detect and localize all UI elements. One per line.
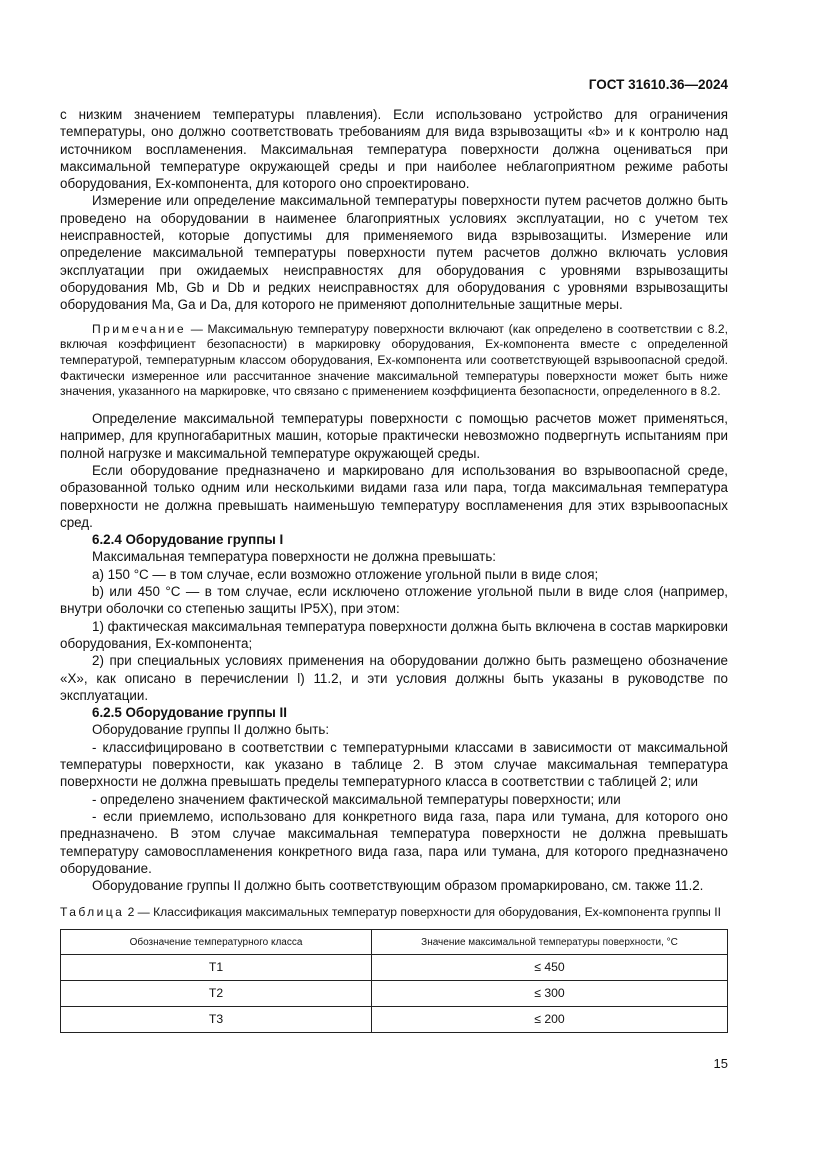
paragraph: Максимальная температура поверхности не должна превышать: [92,549,497,565]
page-number: 15 [713,1056,728,1071]
list-item: b) или 450 °С — в том случае, если исключено отложение угольной пыли в виде слоя (например, внутри оболочки со степенью защиты IP5X), при этом: [60,584,728,617]
section-heading-6-2-4: 6.2.4 Оборудование группы I [92,532,284,548]
note [60,322,728,401]
table-cell-temperature: ≤ 450 [372,955,728,981]
list-item: 1) фактическая максимальная температура поверхности должна быть включена в состав маркировки оборудования, Ex-компонента; [60,618,728,651]
list-item: а) 150 °С — в том случае, если возможно отложение угольной пыли в виде слоя; [92,566,599,582]
note-label: Примечание [92,321,186,336]
table-row [61,955,728,981]
table-header-temperature: Значение максимальной температуры поверхности, °С [372,930,728,955]
table-caption [60,905,728,920]
paragraph: Оборудование группы II должно быть: [92,722,330,738]
table-cell-class: T1 [61,955,372,981]
paragraph: Если оборудование предназначено и маркировано для использования во взрывоопасной среде, образованной только одним или несколькими видами газа или пара, тогда максимальная температура поверхности не должна превышать наименьшую температуру воспламенения для этих взрывоопасных сред. [60,462,728,530]
table-header-class: Обозначение температурного класса [61,930,372,955]
list-item: - если приемлемо, использовано для конкретного вида газа, пара или тумана, для которого оно предназначено. В этом случае максимальная температура поверхности не должна превышать температуру самовоспламенения конкретного вида газа, пара или тумана, для которого предназначено оборудование. [60,808,728,876]
paragraph: Измерение или определение максимальной температуры поверхности путем расчетов должно быть проведено на оборудовании в наименее благоприятных условиях эксплуатации, но с учетом тех неисправностей, которые допустимы для применяемого вида взрывозащиты. Измерение или определение максимальной температуры поверхности путем расчетов должно включать условия эксплуатации при ожидаемых неисправностях для оборудования с уровнями взрывозащиты оборудования Mb, Gb и Db и редких неисправностях для оборудования с уровнями взрывозащиты оборудования Ma, Ga и Da, для которого не применяют дополнительные защитные меры. [60,193,728,313]
table-cell-class: T2 [61,981,372,1007]
table-cell-temperature: ≤ 300 [372,981,728,1007]
note-text: — Максимальную температуру поверхности включают (как определено в соответствии с 8.2, включая коэффициент безопасности) в маркировку оборудования, Ex-компонента вместе с определенной температурой, температурным классом оборудования, Ex-компонента или соответствующей взрывоопасной средой. Фактически измеренное или рассчитанное значение максимальной температуры поверхности может быть ниже значения, указанного на маркировке, что связано с применением коэффициента безопасности, определенного в 8.2. [60,321,728,399]
document-body [60,106,728,1033]
table-caption-text: 2 — Классификация максимальных температур поверхности для оборудования, Ex-компонента группы II [124,905,721,920]
section-heading-6-2-5: 6.2.5 Оборудование группы II [92,705,287,721]
list-item: - классифицировано в соответствии с температурными классами в зависимости от максимальной температуры поверхности, как указано в таблице 2. В этом случае максимальная температура поверхности не должна превышать пределы температурного класса в соответствии с таблицей 2; или [60,739,728,790]
paragraph: Определение максимальной температуры поверхности с помощью расчетов может применяться, например, для крупногабаритных машин, которые практически невозможно подвергнуть испытаниям при полной нагрузке и максимальной температуре окружающей среды. [60,411,728,461]
table-caption-label: Таблица [60,905,125,920]
temperature-class-table [60,929,728,1033]
table-header-row [61,930,728,955]
table-row [61,1007,728,1033]
document-header: ГОСТ 31610.36—2024 [588,77,728,92]
list-item: - определено значением фактической максимальной температуры поверхности; или [92,791,621,807]
paragraph: с низким значением температуры плавления). Если использовано устройство для ограничения температуры, оно должно соответствовать требованиям для вида взрывозащиты «b» и к контролю над источником воспламенения. Максимальная температура поверхности должна оцениваться при максимальной температуре окружающей среды и при наиболее неблагоприятном режиме работы оборудования, Ex-компонента, для которого оно спроектировано. [60,107,728,192]
table-row [61,981,728,1007]
table-cell-class: T3 [61,1007,372,1033]
list-item: 2) при специальных условиях применения на оборудовании должно быть размещено обозначение «X», как описано в перечислении l) 11.2, и эти условия должны быть указаны в руководстве по эксплуатации. [60,653,728,703]
table-cell-temperature: ≤ 200 [372,1007,728,1033]
paragraph: Оборудование группы II должно быть соответствующим образом промаркировано, см. также 11.2. [92,878,704,894]
